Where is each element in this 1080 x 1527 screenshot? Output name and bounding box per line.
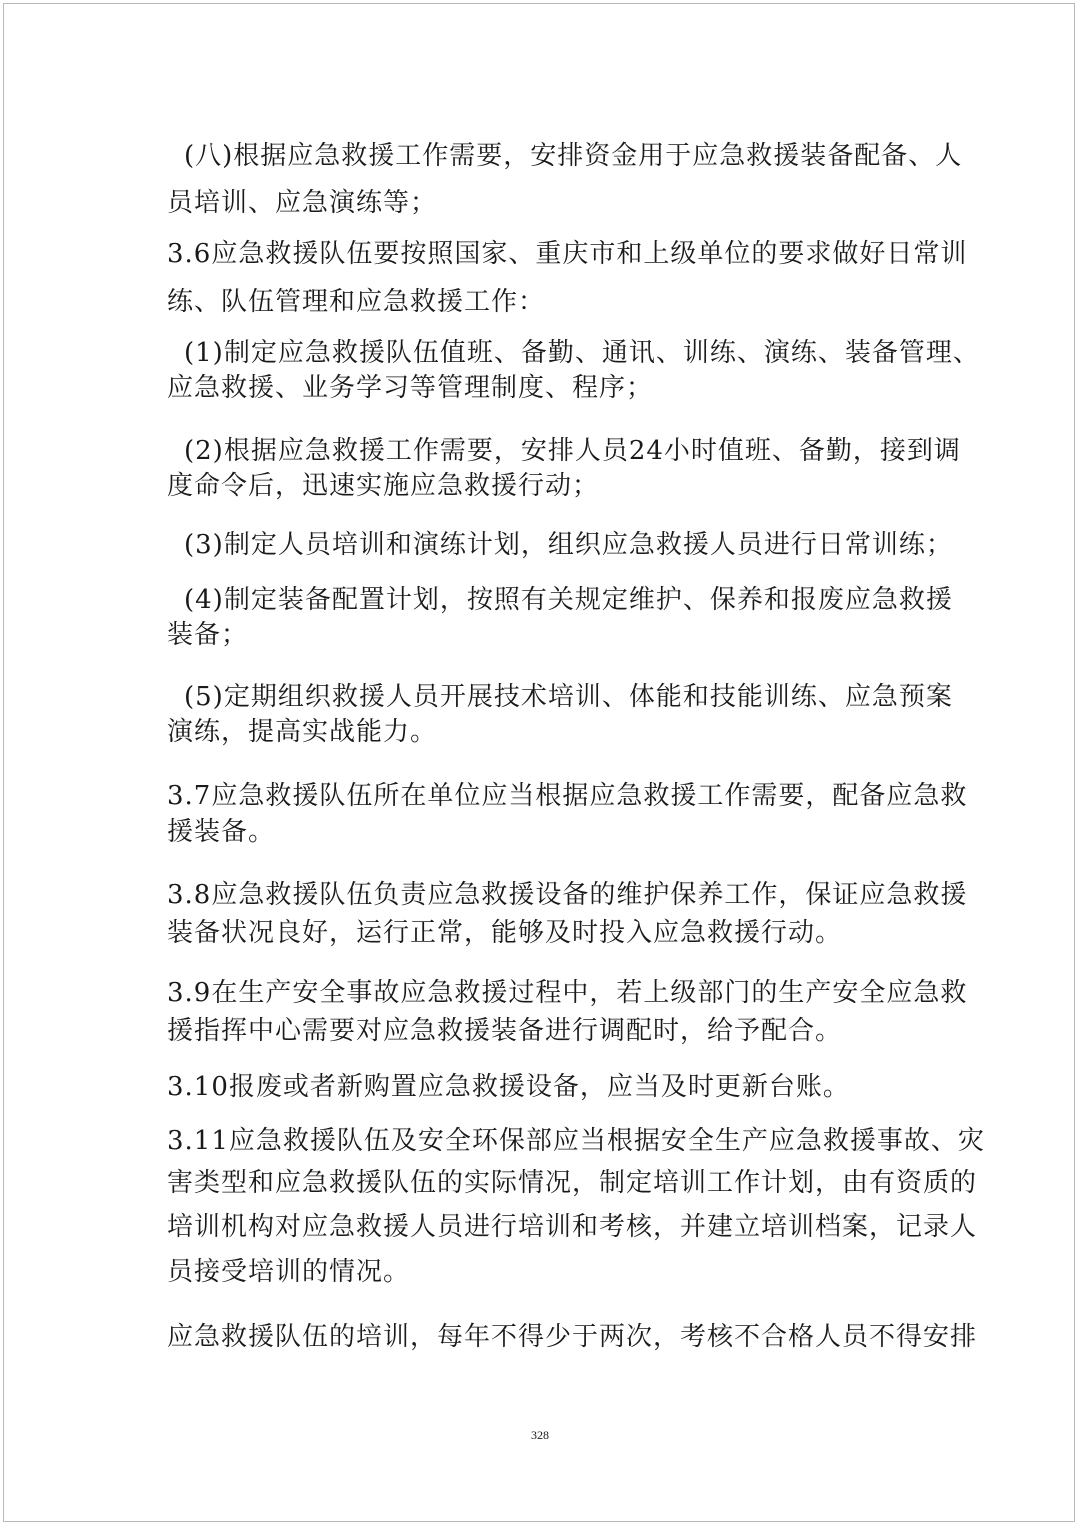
text-line: (4)制定装备配置计划，按照有关规定维护、保养和报废应急救援 <box>184 585 953 615</box>
text-line: (2)根据应急救援工作需要，安排人员24小时值班、备勤，接到调 <box>184 436 961 466</box>
text-line: 度命令后，迅速实施应急救援行动； <box>167 471 600 501</box>
text-line: 3.10报废或者新购置应急救援设备，应当及时更新台账。 <box>167 1072 850 1102</box>
document-page <box>3 3 1075 1522</box>
text-line: (1)制定应急救援队伍值班、备勤、通讯、训练、演练、装备管理、 <box>184 338 980 368</box>
text-line: 3.11应急救援队伍及安全环保部应当根据安全生产应急救援事故、灾 <box>167 1126 985 1156</box>
text-line: 3.7应急救援队伍所在单位应当根据应急救援工作需要，配备应急救 <box>167 781 968 811</box>
text-line: 演练，提高实战能力。 <box>167 717 438 747</box>
text-line: 3.9在生产安全事故应急救援过程中，若上级部门的生产安全应急救 <box>167 978 968 1008</box>
text-line: (八)根据应急救援工作需要，安排资金用于应急救援装备配备、人 <box>184 141 963 171</box>
text-line: 害类型和应急救援队伍的实际情况，制定培训工作计划，由有资质的 <box>167 1168 978 1198</box>
text-line: 装备状况良好，运行正常，能够及时投入应急救援行动。 <box>167 918 843 948</box>
text-line: 应急救援队伍的培训，每年不得少于两次，考核不合格人员不得安排 <box>167 1322 978 1352</box>
text-line: 援装备。 <box>167 817 276 847</box>
text-line: 3.8应急救援队伍负责应急救援设备的维护保养工作，保证应急救援 <box>167 880 968 910</box>
text-line: (3)制定人员培训和演练计划，组织应急救援人员进行日常训练； <box>184 530 953 560</box>
page-number: 328 <box>531 1428 549 1442</box>
text-line: 练、队伍管理和应急救援工作： <box>167 287 546 317</box>
text-line: 员培训、应急演练等； <box>167 188 438 218</box>
text-line: 员接受培训的情况。 <box>167 1257 411 1287</box>
text-line: 应急救援、业务学习等管理制度、程序； <box>167 373 654 403</box>
text-line: 援指挥中心需要对应急救援装备进行调配时，给予配合。 <box>167 1016 843 1046</box>
text-line: 培训机构对应急救援人员进行培训和考核，并建立培训档案，记录人 <box>167 1212 978 1242</box>
text-line: 3.6应急救援队伍要按照国家、重庆市和上级单位的要求做好日常训 <box>167 239 968 269</box>
text-line: 装备； <box>167 620 249 650</box>
text-line: (5)定期组织救援人员开展技术培训、体能和技能训练、应急预案 <box>184 682 953 712</box>
